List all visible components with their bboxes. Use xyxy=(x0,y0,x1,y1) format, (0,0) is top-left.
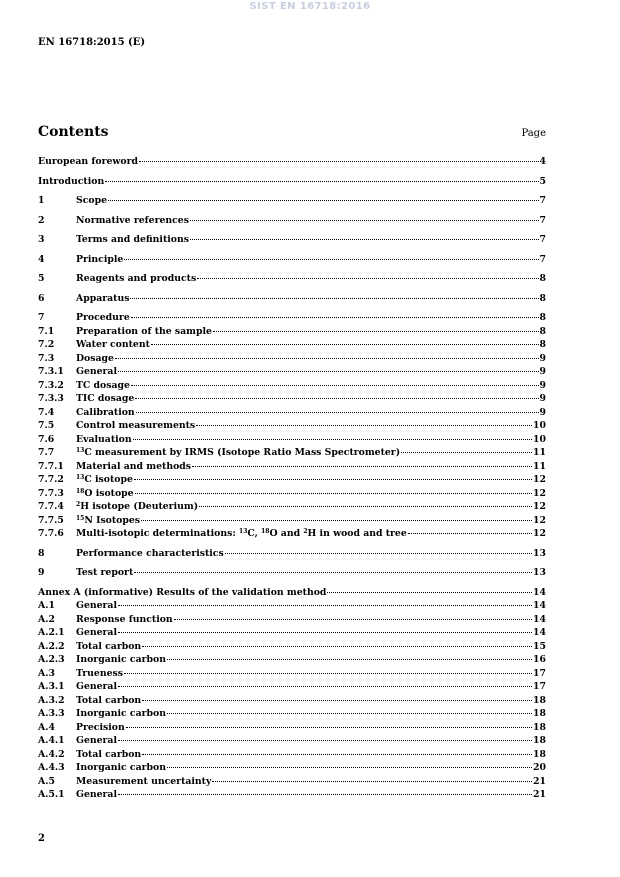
table-of-contents xyxy=(38,155,546,802)
toc-entry-title: Introduction xyxy=(38,175,105,187)
dot-leader xyxy=(115,358,539,359)
toc-entry-page: 7 xyxy=(539,195,546,206)
dot-leader xyxy=(118,632,532,633)
toc-entry-number: A.3.3 xyxy=(38,708,65,719)
toc-entry[interactable] xyxy=(38,667,546,681)
dot-leader xyxy=(167,767,532,768)
toc-entry-number: 7.7.3 xyxy=(38,487,64,499)
watermark: SIST EN 16718:2016 xyxy=(249,1,371,12)
toc-entry-title: Trueness xyxy=(76,667,123,679)
toc-entry-number: 9 xyxy=(38,567,45,578)
dot-leader xyxy=(408,533,532,534)
toc-entry-page: 7 xyxy=(539,214,546,226)
toc-entry[interactable] xyxy=(38,406,546,420)
toc-entry-page: 11 xyxy=(533,447,546,458)
toc-entry-number: A.5.1 xyxy=(38,789,65,800)
document-id: EN 16718:2015 (E) xyxy=(38,37,146,48)
toc-entry[interactable] xyxy=(38,640,546,654)
toc-entry-page: 13 xyxy=(533,567,546,578)
toc-entry-page: 14 xyxy=(533,600,546,611)
toc-entry-number: 7.2 xyxy=(38,339,55,350)
toc-entry-page: 4 xyxy=(539,156,546,167)
toc-entry-page: 21 xyxy=(533,775,546,787)
toc-entry-page: 16 xyxy=(533,654,546,665)
toc-entry-page: 17 xyxy=(533,667,546,679)
toc-entry-number: 7.4 xyxy=(38,406,55,418)
toc-entry[interactable] xyxy=(38,338,546,352)
toc-entry[interactable] xyxy=(38,272,546,286)
toc-entry-title: Response function xyxy=(76,613,173,625)
toc-entry[interactable] xyxy=(38,473,546,487)
dot-leader xyxy=(118,794,532,795)
toc-entry-title: Control measurements xyxy=(76,420,196,431)
toc-entry-page: 9 xyxy=(539,379,546,391)
toc-entry[interactable] xyxy=(38,433,546,447)
toc-entry[interactable] xyxy=(38,613,546,627)
toc-entry[interactable] xyxy=(38,194,546,208)
toc-entry-number: A.4.3 xyxy=(38,762,65,773)
toc-entry-title: General xyxy=(76,681,117,692)
toc-entry[interactable] xyxy=(38,365,546,379)
toc-entry[interactable] xyxy=(38,460,546,474)
toc-entry-page: 10 xyxy=(533,433,546,445)
dot-leader xyxy=(142,646,532,647)
toc-entry-number: 5 xyxy=(38,273,45,284)
toc-entry-page: 8 xyxy=(539,312,546,323)
dot-leader xyxy=(190,220,539,221)
toc-entry-page: 8 xyxy=(539,339,546,350)
toc-entry-title: $^{18}$O isotope xyxy=(76,487,134,499)
toc-entry-title: Dosage xyxy=(76,352,114,364)
toc-entry[interactable] xyxy=(38,653,546,667)
toc-entry-page: 12 xyxy=(533,514,546,526)
toc-entry-page: 18 xyxy=(533,748,546,760)
toc-entry-number: 1 xyxy=(38,195,45,206)
toc-entry-page: 10 xyxy=(533,420,546,431)
toc-entry-title: Total carbon xyxy=(76,748,142,760)
toc-entry-title: Inorganic carbon xyxy=(76,762,166,773)
toc-entry[interactable] xyxy=(38,446,546,460)
toc-entry[interactable] xyxy=(38,392,546,406)
toc-entry-title: Performance characteristics xyxy=(76,547,224,559)
dot-leader xyxy=(327,592,532,593)
toc-entry[interactable] xyxy=(38,233,546,247)
toc-entry[interactable] xyxy=(38,694,546,708)
dot-leader xyxy=(174,619,532,620)
page-number: 2 xyxy=(38,833,45,844)
toc-entry[interactable] xyxy=(38,748,546,762)
toc-entry[interactable] xyxy=(38,325,546,339)
toc-entry-number: 7.5 xyxy=(38,420,55,431)
toc-entry[interactable] xyxy=(38,626,546,640)
toc-entry-title: General xyxy=(76,735,117,746)
toc-entry-number: A.4.2 xyxy=(38,748,65,760)
toc-entry-page: 12 xyxy=(533,501,546,512)
toc-entry-page: 14 xyxy=(533,613,546,625)
toc-entry[interactable] xyxy=(38,527,546,541)
toc-entry-title: Inorganic carbon xyxy=(76,654,166,665)
toc-entry-page: 18 xyxy=(533,694,546,706)
dot-leader xyxy=(124,259,538,260)
toc-entry-page: 8 xyxy=(539,325,546,337)
toc-entry-title: Total carbon xyxy=(76,694,142,706)
toc-entry-page: 18 xyxy=(533,735,546,746)
toc-entry[interactable] xyxy=(38,566,546,580)
toc-entry-number: 7.6 xyxy=(38,433,55,445)
toc-entry-number: 7.3 xyxy=(38,352,55,364)
toc-entry-title: Measurement uncertainty xyxy=(76,775,212,787)
dot-leader xyxy=(105,181,538,182)
toc-entry[interactable] xyxy=(38,707,546,721)
toc-entry-title: TC dosage xyxy=(76,379,130,391)
toc-entry-page: 9 xyxy=(539,366,546,377)
toc-entry-title: General xyxy=(76,627,117,638)
toc-entry-page: 18 xyxy=(533,708,546,719)
dot-leader xyxy=(118,686,532,687)
toc-entry-page: 11 xyxy=(533,460,546,472)
toc-entry-number: A.2.2 xyxy=(38,640,65,652)
dot-leader xyxy=(130,298,538,299)
toc-entry-number: 7.3.2 xyxy=(38,379,64,391)
dot-leader xyxy=(134,572,532,573)
toc-entry[interactable] xyxy=(38,775,546,789)
toc-entry-page: 8 xyxy=(539,273,546,284)
toc-entry-page: 13 xyxy=(533,547,546,559)
toc-entry-number: A.3.1 xyxy=(38,681,65,692)
toc-entry-title: Annex A (informative) Results of the validation method xyxy=(38,586,327,598)
toc-entry-number: A.3.2 xyxy=(38,694,65,706)
dot-leader xyxy=(136,412,539,413)
dot-leader xyxy=(197,278,538,279)
toc-entry-page: 12 xyxy=(533,487,546,499)
toc-entry-number: A.1 xyxy=(38,600,55,611)
toc-entry[interactable] xyxy=(38,599,546,613)
dot-leader xyxy=(212,781,532,782)
dot-leader xyxy=(131,317,539,318)
toc-entry[interactable] xyxy=(38,155,546,169)
toc-entry-title: Terms and definitions xyxy=(76,234,189,245)
dot-leader xyxy=(167,659,532,660)
toc-entry-page: 21 xyxy=(533,789,546,800)
dot-leader xyxy=(213,331,539,332)
toc-entry-number: A.2.3 xyxy=(38,654,65,665)
toc-entry[interactable] xyxy=(38,514,546,528)
dot-leader xyxy=(118,605,532,606)
toc-entry[interactable] xyxy=(38,419,546,433)
toc-entry[interactable] xyxy=(38,547,546,561)
toc-entry[interactable] xyxy=(38,721,546,735)
toc-entry-page: 8 xyxy=(539,292,546,304)
toc-entry-number: A.4.1 xyxy=(38,735,65,746)
dot-leader xyxy=(142,754,532,755)
toc-entry[interactable] xyxy=(38,586,546,600)
toc-entry[interactable] xyxy=(38,761,546,775)
toc-entry-title: Procedure xyxy=(76,312,130,323)
dot-leader xyxy=(133,439,532,440)
dot-leader xyxy=(401,452,532,453)
toc-entry-title: Calibration xyxy=(76,406,135,418)
toc-entry-title: Material and methods xyxy=(76,460,192,472)
toc-entry-title: Water content xyxy=(76,339,150,350)
toc-entry-page: 9 xyxy=(539,352,546,364)
toc-entry-page: 18 xyxy=(533,721,546,733)
toc-entry-title: Principle xyxy=(76,253,124,265)
toc-entry[interactable] xyxy=(38,379,546,393)
toc-entry-page: 12 xyxy=(533,474,546,485)
dot-leader xyxy=(151,344,539,345)
toc-entry-page: 12 xyxy=(533,528,546,539)
toc-entry-title: Evaluation xyxy=(76,433,132,445)
dot-leader xyxy=(199,506,532,507)
dot-leader xyxy=(190,239,539,240)
toc-entry-page: 7 xyxy=(539,234,546,245)
toc-entry-page: 14 xyxy=(533,586,546,598)
toc-entry[interactable] xyxy=(38,311,546,325)
dot-leader xyxy=(108,200,539,201)
toc-entry-title: $^2$H isotope (Deuterium) xyxy=(76,501,199,512)
toc-entry-title: Normative references xyxy=(76,214,189,226)
toc-entry-number: 2 xyxy=(38,214,45,226)
toc-entry-number: 7.3.1 xyxy=(38,366,64,377)
toc-entry-number: A.2 xyxy=(38,613,55,625)
toc-entry-number: 6 xyxy=(38,292,45,304)
toc-entry-number: A.4 xyxy=(38,721,55,733)
toc-entry-title: General xyxy=(76,366,117,377)
toc-entry-page: 14 xyxy=(533,627,546,638)
toc-entry-page: 20 xyxy=(533,762,546,773)
toc-entry-title: Precision xyxy=(76,721,125,733)
toc-entry-number: 8 xyxy=(38,547,45,559)
toc-entry-page: 15 xyxy=(533,640,546,652)
dot-leader xyxy=(225,553,532,554)
page-column-label: Page xyxy=(521,128,546,139)
toc-entry-number: 7.3.3 xyxy=(38,393,64,404)
toc-entry-number: 7.7.6 xyxy=(38,528,64,539)
dot-leader xyxy=(118,371,539,372)
toc-entry-title: TIC dosage xyxy=(76,393,135,404)
toc-entry-title: $^{13}$C isotope xyxy=(76,474,133,485)
toc-entry-number: 7 xyxy=(38,312,45,323)
toc-entry[interactable] xyxy=(38,788,546,802)
toc-entry[interactable] xyxy=(38,352,546,366)
dot-leader xyxy=(142,700,532,701)
toc-entry[interactable] xyxy=(38,253,546,267)
toc-entry-title: European foreword xyxy=(38,156,138,167)
toc-entry-page: 9 xyxy=(539,393,546,404)
toc-entry-title: $^{15}$N Isotopes xyxy=(76,514,141,526)
dot-leader xyxy=(134,479,532,480)
toc-entry-title: Multi-isotopic determinations: $^{13}$C, $^{18}$O and $^2$H in wood and tree xyxy=(76,528,407,539)
toc-entry-title: Test report xyxy=(76,567,134,578)
toc-entry[interactable] xyxy=(38,292,546,306)
dot-leader xyxy=(192,466,532,467)
toc-entry-number: 3 xyxy=(38,234,45,245)
toc-entry-title: General xyxy=(76,789,117,800)
toc-entry-title: Reagents and products xyxy=(76,273,197,284)
toc-entry-title: Total carbon xyxy=(76,640,142,652)
toc-entry-title: General xyxy=(76,600,117,611)
toc-entry-title: Preparation of the sample xyxy=(76,325,212,337)
toc-entry[interactable] xyxy=(38,500,546,514)
toc-entry[interactable] xyxy=(38,680,546,694)
toc-entry-title: Apparatus xyxy=(76,292,130,304)
dot-leader xyxy=(167,713,532,714)
toc-entry[interactable] xyxy=(38,734,546,748)
dot-leader xyxy=(196,425,532,426)
toc-entry-page: 7 xyxy=(539,253,546,265)
dot-leader xyxy=(135,493,532,494)
toc-entry-page: 5 xyxy=(539,175,546,187)
toc-entry-number: A.2.1 xyxy=(38,627,65,638)
toc-entry-page: 17 xyxy=(533,681,546,692)
toc-entry[interactable] xyxy=(38,214,546,228)
dot-leader xyxy=(135,398,538,399)
dot-leader xyxy=(139,161,539,162)
toc-entry-number: 4 xyxy=(38,253,45,265)
toc-entry-title: $^{13}$C measurement by IRMS (Isotope Ratio Mass Spectrometer) xyxy=(76,447,401,458)
dot-leader xyxy=(126,727,532,728)
contents-title: Contents xyxy=(38,124,109,140)
dot-leader xyxy=(124,673,532,674)
dot-leader xyxy=(118,740,532,741)
dot-leader xyxy=(141,520,532,521)
toc-entry-number: A.3 xyxy=(38,667,55,679)
toc-entry-number: 7.1 xyxy=(38,325,55,337)
toc-entry-number: 7.7 xyxy=(38,447,55,458)
toc-entry[interactable] xyxy=(38,175,546,189)
toc-entry-number: 7.7.2 xyxy=(38,474,64,485)
toc-entry-title: Scope xyxy=(76,195,107,206)
toc-entry-number: 7.7.4 xyxy=(38,501,64,512)
dot-leader xyxy=(131,385,539,386)
toc-entry-page: 9 xyxy=(539,406,546,418)
toc-entry-number: A.5 xyxy=(38,775,55,787)
toc-entry[interactable] xyxy=(38,487,546,501)
toc-entry-title: Inorganic carbon xyxy=(76,708,166,719)
toc-entry-number: 7.7.1 xyxy=(38,460,64,472)
toc-entry-number: 7.7.5 xyxy=(38,514,64,526)
